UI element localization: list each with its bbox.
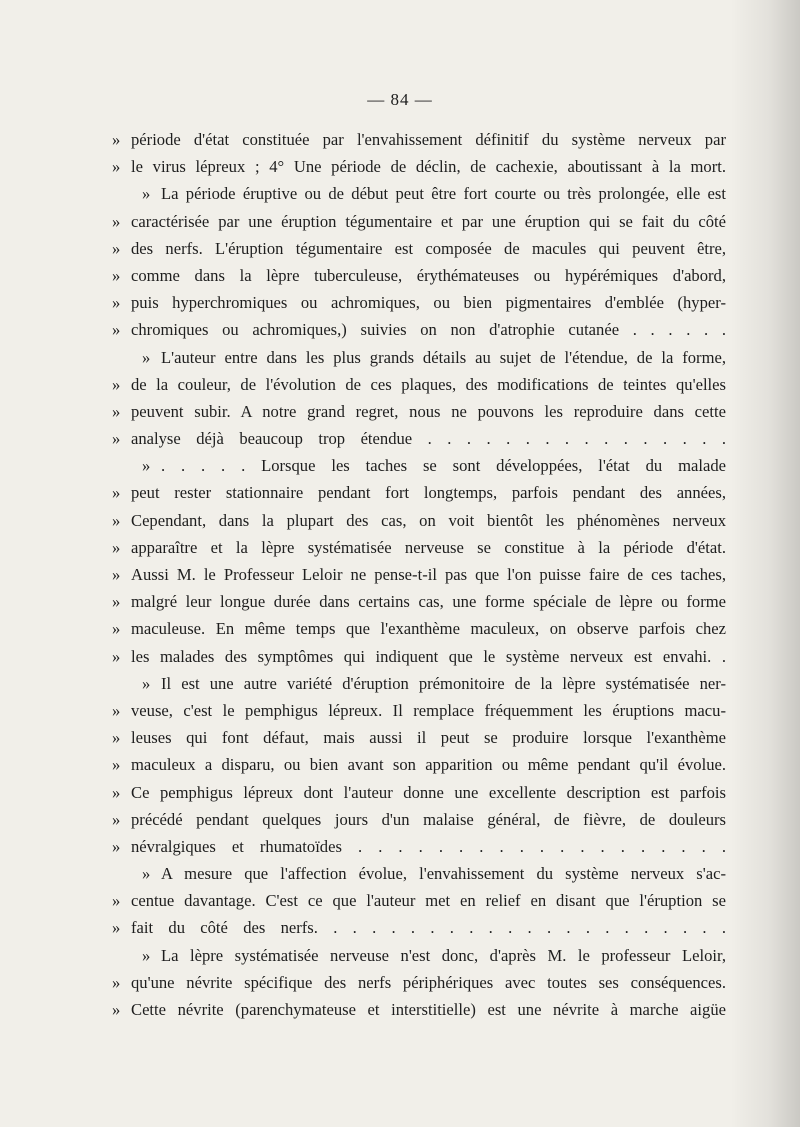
quote-mark: » [112, 565, 121, 584]
text-line: » Ce pemphigus lépreux dont l'auteur donne une excellente description est parfois [112, 779, 726, 806]
text-line: » peut rester stationnaire pendant fort longtemps, parfois pendant des années, [112, 479, 726, 506]
text-line: » malgré leur longue durée dans certains cas, une forme spéciale de lèpre ou forme [112, 588, 726, 615]
quote-mark: » [112, 157, 121, 177]
quote-mark: » [112, 646, 121, 666]
quote-mark: » [142, 456, 151, 476]
quote-mark: » [112, 429, 121, 449]
text-line: » de la couleur, de l'évolution de ces plaques, des modifications de teintes qu'elles [112, 371, 726, 398]
text-line: » analyse déjà beaucoup trop étendue . . . . . . . . . . . . . . . . [112, 425, 726, 452]
quote-mark: » [112, 700, 121, 720]
text-line: » puis hyperchromiques ou achromiques, ou bien pigmentaires d'emblée (hyper- [112, 289, 726, 316]
text-line: » les malades des symptômes qui indiquent que le système nerveux est envahi. . [112, 643, 726, 670]
quote-mark: » [112, 592, 121, 612]
text-line: » période d'état constituée par l'envahissement définitif du système nerveux par [112, 126, 726, 153]
quote-mark: » [112, 320, 121, 340]
quote-mark: » [112, 265, 121, 285]
quote-mark: » [112, 619, 121, 639]
quote-mark: » [112, 238, 121, 258]
quote-mark: » [142, 184, 151, 204]
quote-mark: » [142, 945, 151, 965]
quote-mark: » [112, 537, 121, 557]
text-line: » veuse, c'est le pemphigus lépreux. Il remplace fréquemment les éruptions macu- [112, 697, 726, 724]
quote-mark: » [112, 891, 121, 911]
text-line: » des nerfs. L'éruption tégumentaire est composée de macules qui peuvent être, [112, 235, 726, 262]
quote-mark: » [112, 374, 121, 394]
text-line: » précédé pendant quelques jours d'un malaise général, de fièvre, de douleurs [112, 806, 726, 833]
quote-mark: » [142, 864, 151, 884]
text-line: » apparaître et la lèpre systématisée nerveuse se constitue à la période d'état. [112, 534, 726, 561]
quote-mark: » [112, 836, 121, 856]
quote-mark: » [112, 972, 121, 992]
text-line: » comme dans la lèpre tuberculeuse, érythémateuses ou hypérémiques d'abord, [112, 262, 726, 289]
text-line: » le virus lépreux ; 4° Une période de déclin, de cachexie, aboutissant à la mort. [112, 153, 726, 180]
quote-mark: » [112, 755, 121, 775]
quote-mark: » [112, 401, 121, 421]
paragraph-first-line: » L'auteur entre dans les plus grands détails au sujet de l'étendue, de la forme, [112, 344, 726, 371]
page-edge-shadow [730, 0, 800, 1127]
text-line: » fait du côté des nerfs. . . . . . . . . . . . . . . . . . . . . . [112, 914, 726, 941]
quote-mark: » [112, 809, 121, 829]
quote-mark: » [142, 347, 151, 367]
quote-mark: » [112, 918, 121, 938]
text-line: » caractérisée par une éruption tégumentaire et par une éruption qui se fait du côté [112, 208, 726, 235]
text-line: » Cette névrite (parenchymateuse et interstitielle) est une névrite à marche aigüe [112, 996, 726, 1023]
text-line: » peuvent subir. A notre grand regret, nous ne pouvons les reproduire dans cette [112, 398, 726, 425]
text-line: » Cependant, dans la plupart des cas, on voit bientôt les phénomènes nerveux [112, 507, 726, 534]
page-number: — 84 — [367, 90, 433, 109]
paragraph-first-line: » La lèpre systématisée nerveuse n'est donc, d'après M. le professeur Leloir, [112, 942, 726, 969]
paragraph-first-line: » A mesure que l'affection évolue, l'envahissement du système nerveux s'ac- [112, 860, 726, 887]
paragraph-first-line: » . . . . . Lorsque les taches se sont développées, l'état du malade [112, 452, 726, 479]
text-line: » névralgiques et rhumatoïdes . . . . . . . . . . . . . . . . . . . [112, 833, 726, 860]
quote-mark: » [112, 510, 121, 530]
quote-mark: » [142, 673, 151, 693]
text-line: » maculeux a disparu, ou bien avant son apparition ou même pendant qu'il évolue. [112, 751, 726, 778]
text-line: » qu'une névrite spécifique des nerfs périphériques avec toutes ses conséquences. [112, 969, 726, 996]
text-line: » Aussi M. le Professeur Leloir ne pense-t-il pas que l'on puisse faire de ces taches, [112, 561, 726, 588]
quote-mark: » [112, 782, 121, 802]
text-line: » maculeuse. En même temps que l'exanthème maculeux, on observe parfois chez [112, 615, 726, 642]
quote-mark: » [112, 728, 121, 748]
text-line: » chromiques ou achromiques,) suivies on non d'atrophie cutanée . . . . . . [112, 316, 726, 343]
paragraph-first-line: » Il est une autre variété d'éruption prémonitoire de la lèpre systématisée ner- [112, 670, 726, 697]
quote-mark: » [112, 130, 121, 149]
quote-mark: » [112, 1000, 121, 1019]
quote-mark: » [112, 211, 121, 231]
text-line: » leuses qui font défaut, mais aussi il peut se produire lorsque l'exanthème [112, 724, 726, 751]
paragraph-first-line: » La période éruptive ou de début peut être fort courte ou très prolongée, elle est [112, 180, 726, 207]
quote-mark: » [112, 483, 121, 503]
body-text [112, 126, 726, 1023]
text-line: » centue davantage. C'est ce que l'auteur met en relief en disant que l'éruption se [112, 887, 726, 914]
quote-mark: » [112, 293, 121, 313]
